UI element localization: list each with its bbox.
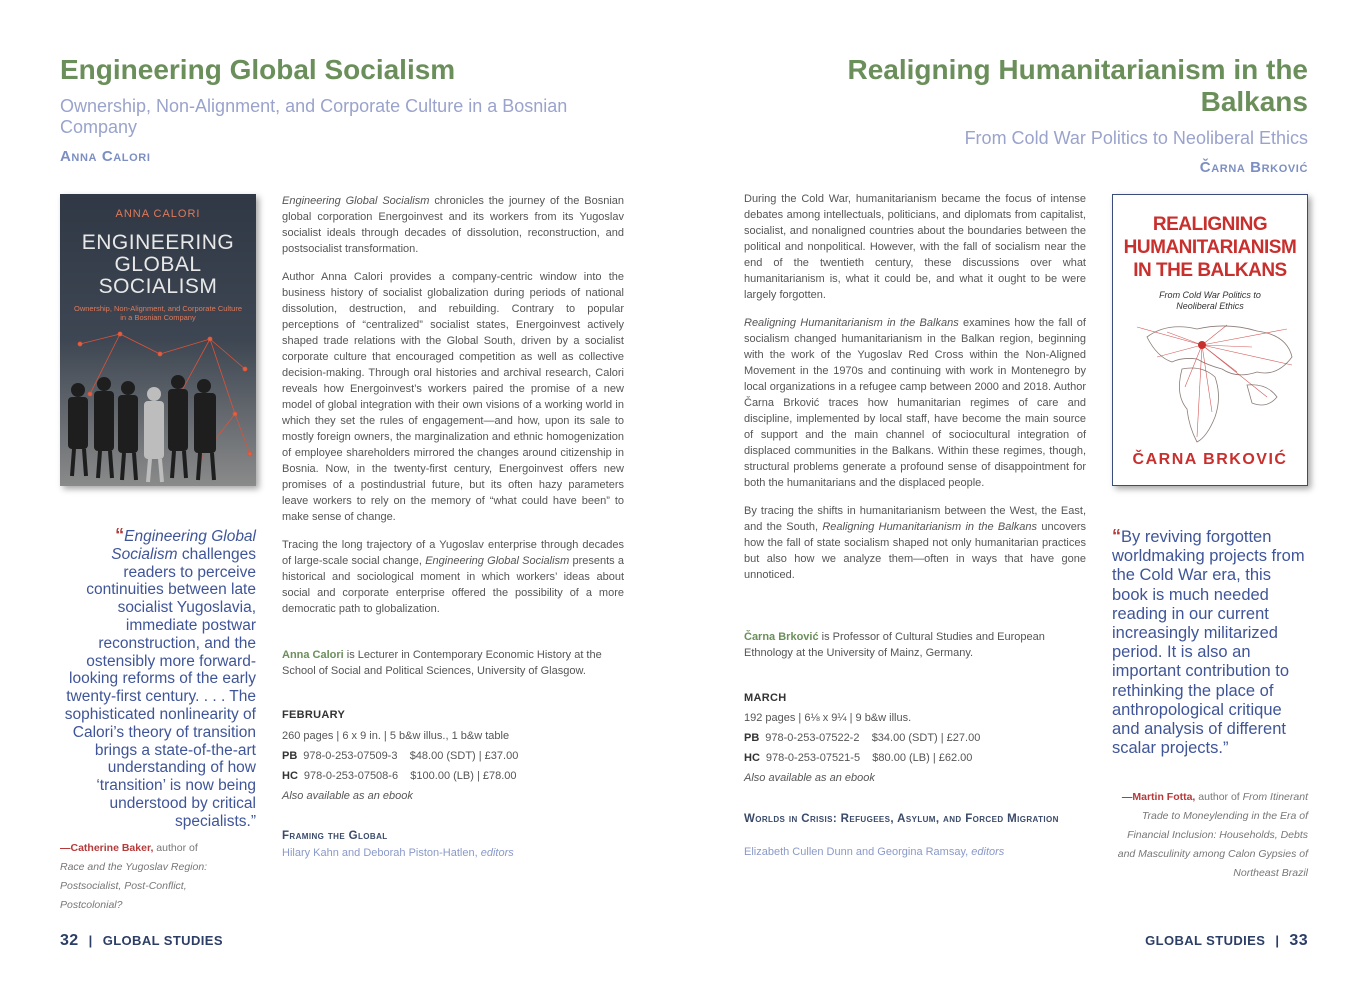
right-series-editors: [744, 846, 1004, 858]
footer-separator: |: [88, 933, 93, 948]
left-desc-text: Tracing the long trajectory of a Yugoslav enterprise through decades of large-scale social change,: [282, 539, 624, 567]
left-desc-paragraph: [282, 193, 624, 257]
right-footer: [1000, 932, 1308, 950]
right-book-cover: [1112, 194, 1308, 486]
left-desc-book-ref: Engineering Global Socialism: [425, 555, 570, 567]
right-ebook-note: Also available as an ebook: [744, 772, 875, 784]
right-desc-text: examines how the fall of socialism changed humanitarianism in the Balkan region, beginning with the work of the Yugoslav Red Cross within the Non-Aligned Movement in the 1970s and continuing with work in Montenegro by local organizations in a refugee camp between 2000 and 2018. Author Čarna Brković traces how humanitarian regimes of care and discipline, implemented by local staff, have become the main source of support and the main channel of sociocultural integration of displaced communities in the Balkans. Within these regimes, though, structural problems generate a profound sense of disappointment for both the humanitarians and the displaced people.: [744, 317, 1086, 489]
left-bio-text: is Lecturer in Contemporary Economic History at the School of Social and Political Sciences, University of Glasgow.: [282, 649, 602, 677]
left-book-title: Engineering Global Socialism: [60, 54, 456, 85]
right-pub-month: MARCH: [744, 692, 787, 704]
left-pb-info: 978-0-253-07509-3 $48.00 (SDT) | £37.00: [303, 750, 519, 762]
right-desc-paragraph: During the Cold War, humanitarianism became the focus of intense debates among intellectuals, politicians, and diplomats from capitalist, socialist, and nonaligned countries about the boundaries between the political and nonpolitical. However, with the fall of socialism near the end of the twentieth century, these discussions over what humanitarianism is, what it could be, and what it ought to be were largely forgotten.: [744, 193, 1086, 301]
right-cover-title: [1113, 213, 1307, 282]
left-footer: [60, 932, 223, 950]
page-number: 32: [60, 932, 79, 949]
right-cover-title-line: REALIGNING: [1152, 214, 1268, 235]
right-series-title: Worlds in Crisis: Refugees, Asylum, and Forced Migration: [744, 813, 1059, 825]
left-series-editors-suffix: editors: [480, 847, 514, 859]
left-cover-title-line: SOCIALISM: [98, 275, 218, 298]
left-quote-book-ref: Engineering Global Socialism: [111, 528, 256, 563]
left-pub-month: FEBRUARY: [282, 709, 346, 721]
right-cover-author: ČARNA BRKOVIĆ: [1132, 451, 1288, 468]
right-quote-text: By reviving forgotten worldmaking projects from the Cold War era, this book is much needed reading in our current increasingly militarized period. It is also an important contribution to rethinking the place of anthropological critique and analysis of different scalar projects.”: [1112, 528, 1305, 758]
left-desc-paragraph: [282, 537, 624, 617]
left-book-author: Anna Calori: [60, 148, 151, 165]
right-pb-line: [744, 728, 1086, 748]
left-desc-paragraph: Author Anna Calori provides a company-centric window into the business history of socialist globalization during periods of national dissolution, destruction, and rebuilding. Contrary to popular perceptions of “centralized” socialist states, Energoinvest actively shaped trade relations with the Global South, driven by a socialist corporate culture that encouraged competition as well as collective decision-making. Through oral histories and archival research, Calori reveals how Energoinvest’s workers paired the promise of a new model of global integration with their own visions of a working world in which they set the rules of engagement—and how, upon its sale to mostly foreign owners, the marginalization and ethnic homogenization of employee shareholders mirrored the changes around citizenship in Bosnia. Now, in the twenty-first century, Energoinvest offers new promises of a postindustrial future, but its often hazy parameters leave workers to rely on the memory of “what could have been” to make sense of change.: [282, 271, 624, 523]
left-cover-author: ANNA CALORI: [115, 208, 201, 220]
right-attrib-name: —Martin Fotta,: [1121, 791, 1196, 803]
left-cover-title-line: ENGINEERING: [81, 231, 235, 254]
right-desc-paragraph: [744, 503, 1086, 583]
left-author-bio: [282, 647, 624, 679]
left-attrib-name: —Catherine Baker,: [60, 842, 154, 854]
right-attrib-work: From Itinerant Trade to Moneylending in the Era of Financial Inclusion: Households, Debts and Masculinity among Calon Gypsies of Northeast Brazil: [1117, 791, 1308, 879]
right-book-subtitle: From Cold War Politics to Neoliberal Ethics: [964, 128, 1308, 148]
right-page-specs: 192 pages | 6⅛ x 9¼ | 9 b&w illus.: [744, 712, 912, 724]
right-book-title: Realigning Humanitarianism in the Balkans: [847, 54, 1308, 117]
left-cover-title: [60, 232, 256, 298]
quote-mark-icon: “: [1112, 526, 1121, 546]
left-bio-name: Anna Calori: [282, 649, 344, 661]
right-desc-text: By tracing the shifts in humanitarianism between the West, the East, and the South,: [744, 505, 1086, 533]
left-hc-line: [282, 766, 624, 786]
footer-section: GLOBAL STUDIES: [102, 933, 223, 948]
left-quote-attribution: [60, 839, 240, 915]
right-desc-book-ref: Realigning Humanitarianism in the Balkans: [822, 521, 1038, 533]
pb-label: PB: [282, 750, 298, 762]
right-quote-attribution: [1110, 788, 1308, 883]
left-desc-text: presents a historical and sociological moment in which workers’ ideas about social and corporate enterprise offered the possibility of a more democratic path to globalization.: [282, 555, 625, 615]
left-page-specs: 260 pages | 6 x 9 in. | 5 b&w illus., 1 b&w table: [282, 730, 510, 742]
right-cover-title-line: HUMANITARIANISM: [1123, 237, 1297, 258]
footer-section: GLOBAL STUDIES: [1145, 933, 1266, 948]
left-hc-info: 978-0-253-07508-6 $100.00 (LB) | £78.00: [303, 770, 517, 782]
left-quote-text: challenges readers to perceive continuities between late socialist Yugoslavia, immediate postwar reconstruction, and the ostensibly more forward-looking reforms of the early twenty-first century. . . . The sophisticated nonlinearity of Calori’s theory of transition brings a state-of-the-art understanding of how ‘transition’ is now being understood by critical specialists.”: [64, 545, 256, 830]
left-series-editor-names: Hilary Kahn and Deborah Piston-Hatlen,: [282, 847, 481, 859]
right-desc-text: uncovers how the fall of state socialism shaped not only humanitarian practices but also how we analyze them—often in ways that have gone unnoticed.: [744, 521, 1086, 581]
right-desc-book-ref: Realigning Humanitarianism in the Balkans: [744, 317, 959, 329]
right-bio-name: Čarna Brković: [744, 631, 819, 643]
quote-mark-icon: “: [115, 525, 125, 545]
left-cover-title-line: GLOBAL: [114, 253, 202, 276]
hc-label: HC: [282, 770, 298, 782]
left-desc-book-ref: Engineering Global Socialism: [282, 195, 430, 207]
left-series-title: Framing the Global: [282, 830, 388, 842]
left-cover-subtitle: Ownership, Non-Alignment, and Corporate Culture in a Bosnian Company: [74, 304, 242, 322]
right-author-bio: [744, 629, 1086, 661]
right-book-author: Čarna Brković: [1199, 159, 1308, 176]
right-hc-line: [744, 748, 1086, 768]
right-hc-info: 978-0-253-07521-5 $80.00 (LB) | £62.00: [765, 752, 973, 764]
world-map-icon: [1127, 317, 1297, 447]
left-description: [282, 193, 624, 629]
footer-separator: |: [1275, 933, 1280, 948]
right-series-editor-names: Elizabeth Cullen Dunn and Georgina Ramsay,: [744, 846, 972, 858]
right-description: [744, 191, 1086, 595]
right-desc-paragraph: [744, 315, 1086, 491]
left-pull-quote: [60, 527, 256, 831]
left-book-cover: [60, 194, 256, 486]
right-bio-text: is Professor of Cultural Studies and European Ethnology at the University of Mainz, Germany.: [744, 631, 1045, 659]
right-pb-info: 978-0-253-07522-2 $34.00 (SDT) | £27.00: [765, 732, 981, 744]
right-attrib-text: author of: [1195, 791, 1243, 803]
right-pub-specs: [744, 708, 1086, 788]
pb-label: PB: [744, 732, 760, 744]
left-attrib-work: Race and the Yugoslav Region: Postsocialist, Post-Conflict, Postcolonial?: [60, 861, 208, 911]
right-cover-subtitle: From Cold War Politics to Neoliberal Ethics: [1159, 290, 1261, 311]
left-ebook-note: Also available as an ebook: [282, 790, 413, 802]
left-pb-line: [282, 746, 624, 766]
right-pull-quote: [1112, 527, 1308, 758]
left-series-editors: [282, 847, 514, 859]
left-book-subtitle: Ownership, Non-Alignment, and Corporate Culture in a Bosnian Company: [60, 96, 568, 137]
right-cover-title-line: IN THE BALKANS: [1133, 260, 1287, 281]
page-number: 33: [1289, 932, 1308, 949]
right-series-editors-suffix: editors: [971, 846, 1005, 858]
left-attrib-text: author of: [153, 842, 198, 854]
hc-label: HC: [744, 752, 760, 764]
left-pub-specs: [282, 726, 624, 806]
left-desc-text: chronicles the journey of the Bosnian global corporation Energoinvest and its workers from its Yugoslav socialist ideals through decades of dissolution, reconstruction, and postsocialist transformation.: [282, 195, 624, 255]
